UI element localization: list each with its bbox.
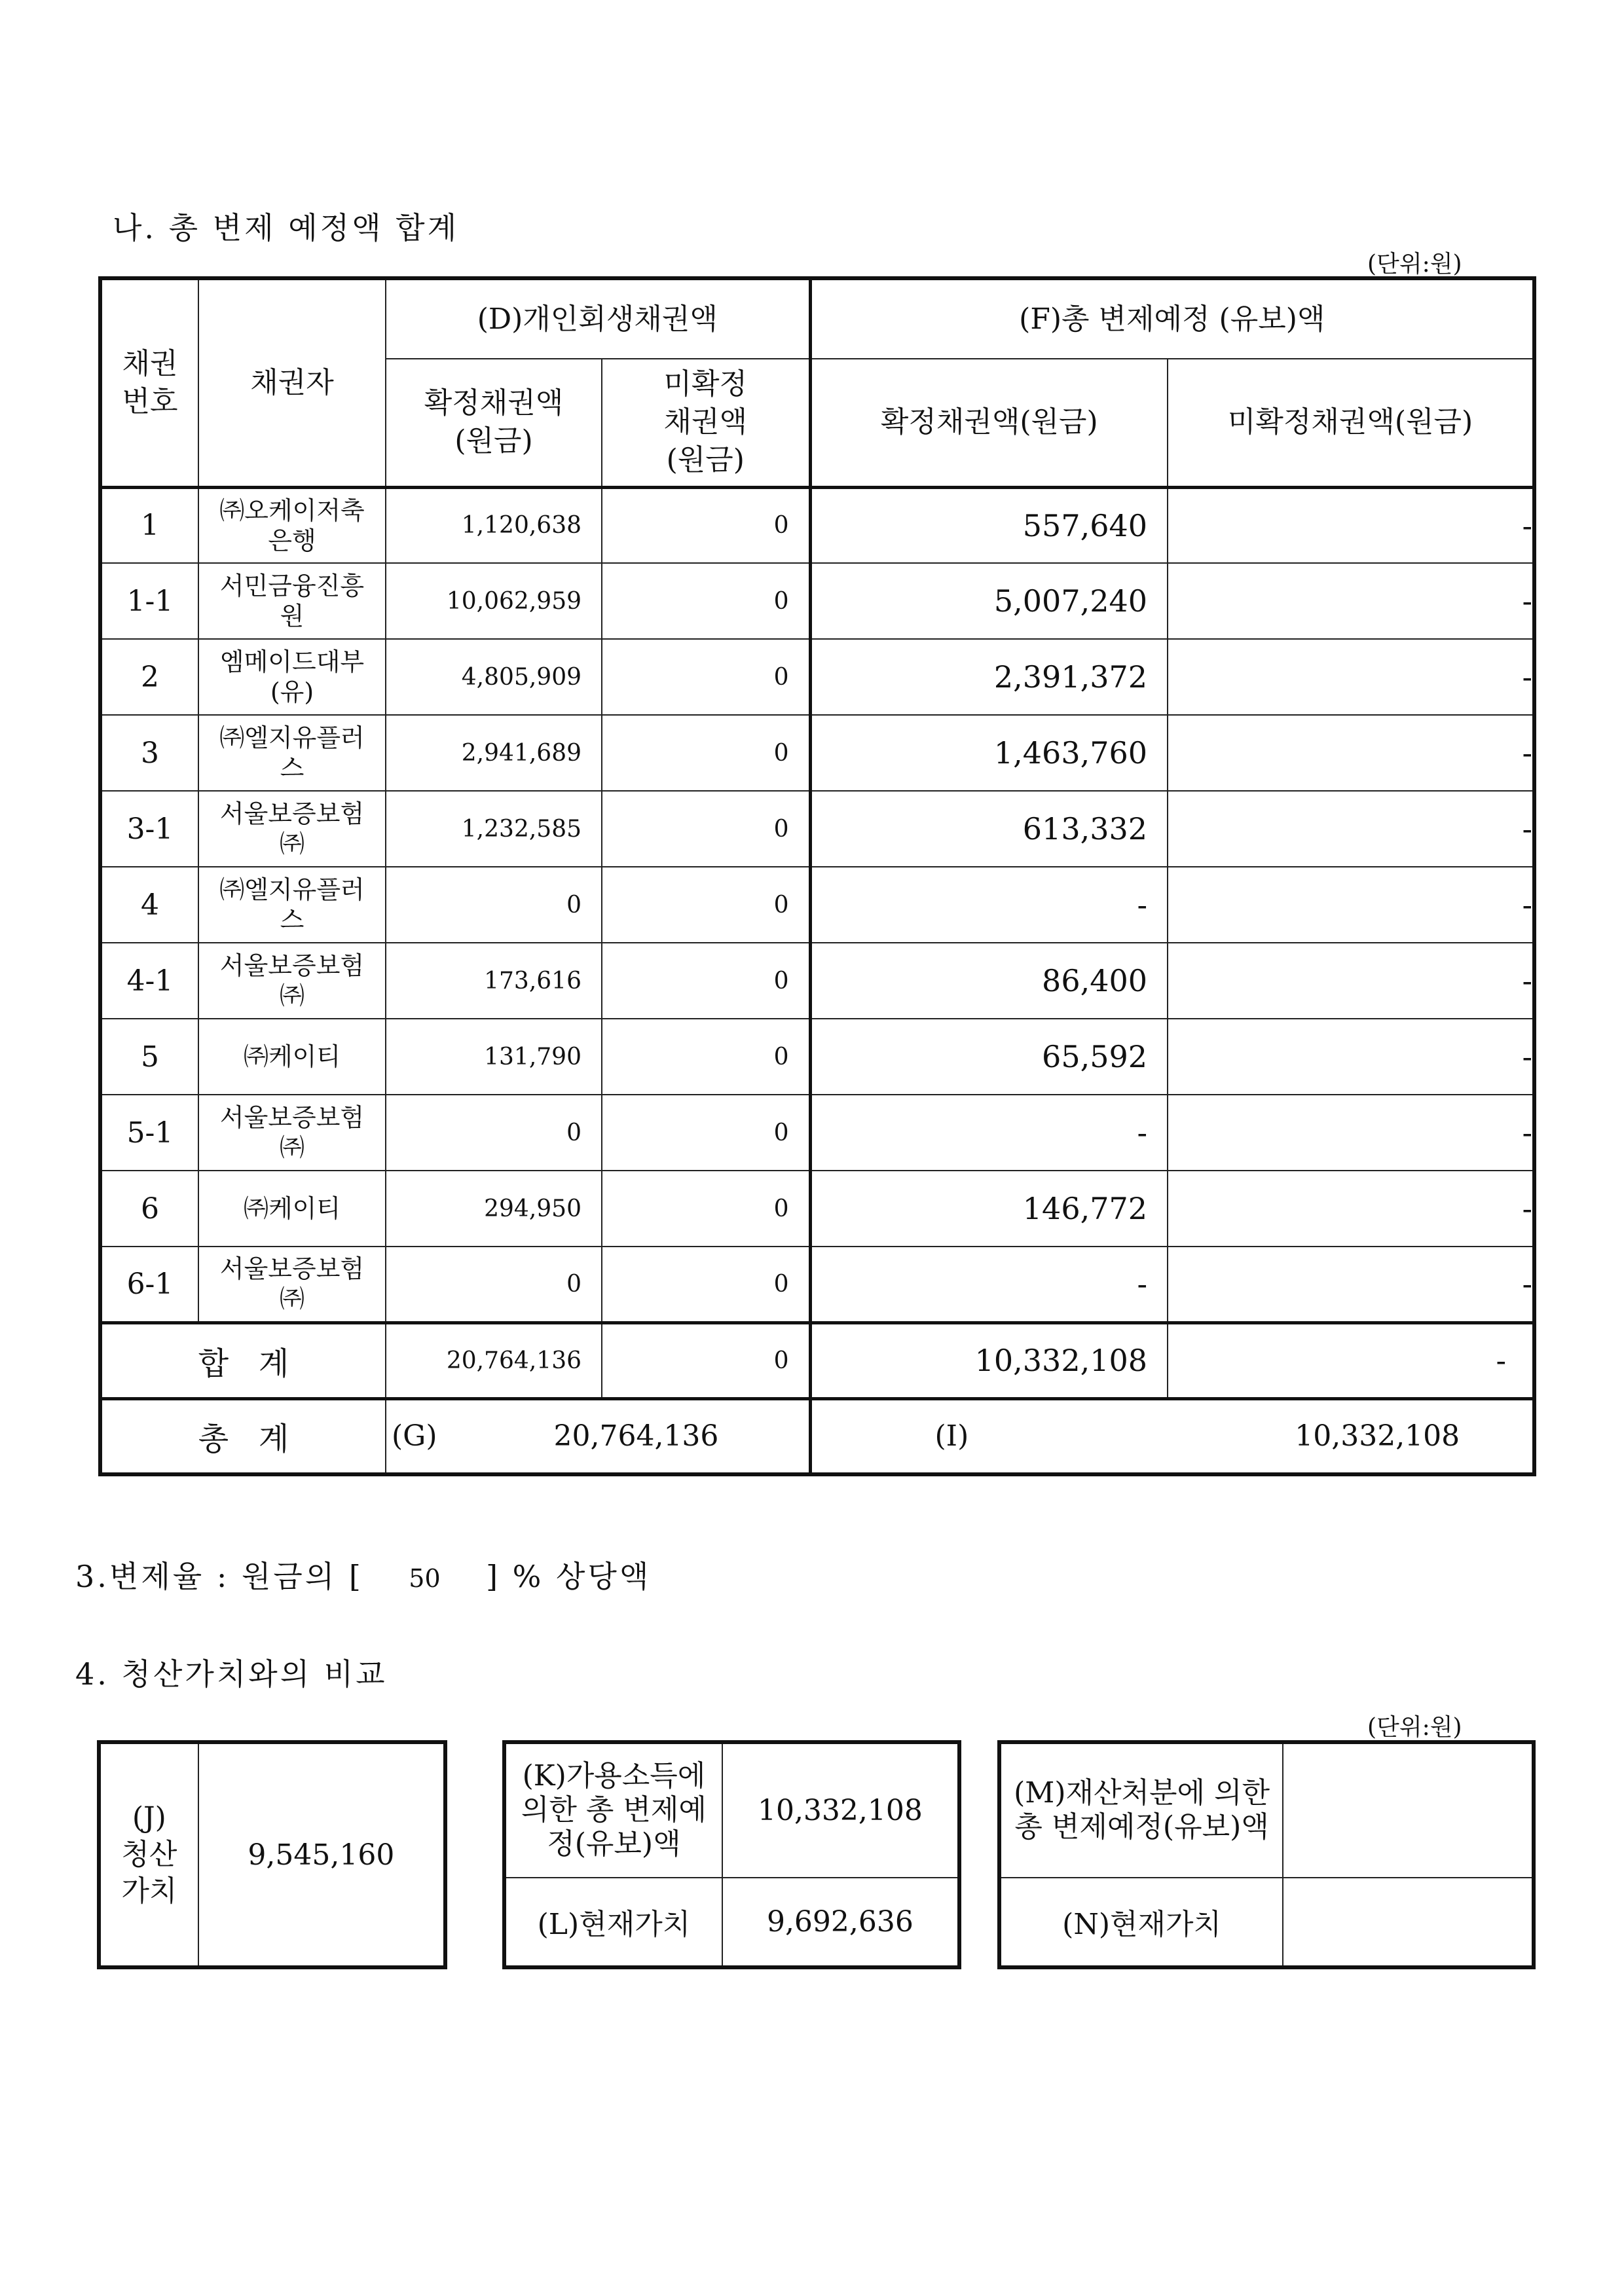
subtotal-row xyxy=(100,1322,1534,1398)
table-row xyxy=(100,639,1534,715)
repayment-table xyxy=(98,276,1536,1476)
row-f-unconfirmed: - xyxy=(1168,487,1534,563)
row-f-confirmed: - xyxy=(810,1095,1168,1171)
row-d-confirmed: 0 xyxy=(386,867,602,943)
row-number: 2 xyxy=(100,639,198,715)
total-g-label: (G) xyxy=(392,1419,437,1453)
asset-disposal-box xyxy=(997,1740,1536,1969)
row-d-unconfirmed: 0 xyxy=(602,1171,810,1247)
row-d-confirmed: 10,062,959 xyxy=(386,563,602,639)
header-f-confirmed: 확정채권액(원금) xyxy=(810,359,1168,487)
table-row xyxy=(100,1095,1534,1171)
row-d-unconfirmed: 0 xyxy=(602,943,810,1019)
table-row xyxy=(100,715,1534,791)
row-number: 3 xyxy=(100,715,198,791)
n-value xyxy=(1283,1878,1534,1967)
repayment-rate-suffix: ] % 상당액 xyxy=(486,1559,652,1594)
row-f-unconfirmed: - xyxy=(1168,715,1534,791)
row-d-unconfirmed: 0 xyxy=(602,563,810,639)
row-d-unconfirmed: 0 xyxy=(602,1247,810,1322)
header-creditor-number: 채권 번호 xyxy=(100,278,198,487)
total-g-value: 20,764,136 xyxy=(553,1419,719,1453)
row-f-confirmed: 5,007,240 xyxy=(810,563,1168,639)
m-label: (M)재산처분에 의한 총 변제예정(유보)액 xyxy=(999,1742,1283,1878)
row-number: 6 xyxy=(100,1171,198,1247)
repayment-rate-value: 50 xyxy=(409,1564,441,1593)
row-f-unconfirmed: - xyxy=(1168,867,1534,943)
row-d-unconfirmed: 0 xyxy=(602,1019,810,1095)
table-row xyxy=(100,1247,1534,1322)
row-d-confirmed: 131,790 xyxy=(386,1019,602,1095)
table-row xyxy=(100,791,1534,867)
row-number: 6-1 xyxy=(100,1247,198,1322)
row-creditor: 엠메이드대부 (유) xyxy=(198,639,386,715)
k-label: (K)가용소득에 의한 총 변제예 정(유보)액 xyxy=(504,1742,722,1878)
row-d-confirmed: 1,232,585 xyxy=(386,791,602,867)
j-value: 9,545,160 xyxy=(198,1742,445,1967)
row-d-confirmed: 0 xyxy=(386,1095,602,1171)
row-f-confirmed: 1,463,760 xyxy=(810,715,1168,791)
row-f-unconfirmed: - xyxy=(1168,1095,1534,1171)
subtotal-label: 합 계 xyxy=(100,1322,386,1398)
row-f-unconfirmed: - xyxy=(1168,1247,1534,1322)
header-creditor: 채권자 xyxy=(198,278,386,487)
row-f-confirmed: - xyxy=(810,1247,1168,1322)
subtotal-d-confirmed: 20,764,136 xyxy=(386,1322,602,1398)
table-row xyxy=(100,1019,1534,1095)
row-d-unconfirmed: 0 xyxy=(602,791,810,867)
n-label: (N)현재가치 xyxy=(999,1878,1283,1967)
row-number: 5 xyxy=(100,1019,198,1095)
header-f-unconfirmed: 미확정채권액(원금) xyxy=(1168,359,1534,487)
row-d-unconfirmed: 0 xyxy=(602,1095,810,1171)
unit-label: (단위:원) xyxy=(1367,251,1462,278)
total-g-cell xyxy=(386,1398,810,1474)
section4-unit: (단위:원) xyxy=(1367,1714,1462,1741)
row-number: 3-1 xyxy=(100,791,198,867)
row-number: 1 xyxy=(100,487,198,563)
row-d-unconfirmed: 0 xyxy=(602,639,810,715)
repayment-rate-prefix: 3.변제율 : 원금의 [ xyxy=(75,1559,363,1594)
row-f-confirmed: 65,592 xyxy=(810,1019,1168,1095)
row-f-unconfirmed: - xyxy=(1168,639,1534,715)
table-row xyxy=(100,563,1534,639)
total-i-value: 10,332,108 xyxy=(1295,1419,1460,1453)
table-row xyxy=(100,487,1534,563)
row-f-confirmed: 613,332 xyxy=(810,791,1168,867)
repayment-rate xyxy=(75,1553,651,1596)
table-row xyxy=(100,943,1534,1019)
available-income-box xyxy=(502,1740,961,1969)
subtotal-d-unconfirmed: 0 xyxy=(602,1322,810,1398)
row-d-confirmed: 173,616 xyxy=(386,943,602,1019)
header-f-group: (F)총 변제예정 (유보)액 xyxy=(810,278,1534,359)
row-d-confirmed: 0 xyxy=(386,1247,602,1322)
row-creditor: 서울보증보험 ㈜ xyxy=(198,791,386,867)
row-f-confirmed: 146,772 xyxy=(810,1171,1168,1247)
row-creditor: 서울보증보험 ㈜ xyxy=(198,1095,386,1171)
section4-title: 4. 청산가치와의 비교 xyxy=(75,1656,388,1692)
header-d-group: (D)개인회생채권액 xyxy=(386,278,810,359)
row-f-unconfirmed: - xyxy=(1168,791,1534,867)
row-creditor: ㈜엘지유플러 스 xyxy=(198,867,386,943)
subtotal-f-confirmed: 10,332,108 xyxy=(810,1322,1168,1398)
row-f-unconfirmed: - xyxy=(1168,1171,1534,1247)
row-f-confirmed: 557,640 xyxy=(810,487,1168,563)
l-value: 9,692,636 xyxy=(722,1878,959,1967)
subtotal-f-unconfirmed: - xyxy=(1168,1322,1534,1398)
row-number: 5-1 xyxy=(100,1095,198,1171)
l-label: (L)현재가치 xyxy=(504,1878,722,1967)
total-i-cell xyxy=(810,1398,1534,1474)
header-d-unconfirmed: 미확정 채권액 (원금) xyxy=(602,359,810,487)
row-f-unconfirmed: - xyxy=(1168,563,1534,639)
row-f-confirmed: 86,400 xyxy=(810,943,1168,1019)
liquidation-value-box xyxy=(97,1740,447,1969)
row-number: 1-1 xyxy=(100,563,198,639)
row-creditor: 서울보증보험 ㈜ xyxy=(198,943,386,1019)
table-row xyxy=(100,1171,1534,1247)
row-creditor: 서민금융진흥 원 xyxy=(198,563,386,639)
row-number: 4-1 xyxy=(100,943,198,1019)
row-d-unconfirmed: 0 xyxy=(602,487,810,563)
total-i-label: (I) xyxy=(934,1419,969,1453)
row-d-unconfirmed: 0 xyxy=(602,867,810,943)
row-d-confirmed: 1,120,638 xyxy=(386,487,602,563)
row-f-unconfirmed: - xyxy=(1168,1019,1534,1095)
row-number: 4 xyxy=(100,867,198,943)
row-creditor: ㈜케이티 xyxy=(198,1019,386,1095)
m-value xyxy=(1283,1742,1534,1878)
row-f-confirmed: 2,391,372 xyxy=(810,639,1168,715)
row-f-unconfirmed: - xyxy=(1168,943,1534,1019)
j-label: (J) 청산 가치 xyxy=(99,1742,198,1967)
row-creditor: 서울보증보험 ㈜ xyxy=(198,1247,386,1322)
row-creditor: ㈜엘지유플러 스 xyxy=(198,715,386,791)
row-creditor: ㈜오케이저축 은행 xyxy=(198,487,386,563)
row-creditor: ㈜케이티 xyxy=(198,1171,386,1247)
k-value: 10,332,108 xyxy=(722,1742,959,1878)
section-title: 나. 총 변제 예정액 합계 xyxy=(113,210,460,246)
row-d-confirmed: 294,950 xyxy=(386,1171,602,1247)
header-d-confirmed: 확정채권액 (원금) xyxy=(386,359,602,487)
row-d-confirmed: 4,805,909 xyxy=(386,639,602,715)
row-d-unconfirmed: 0 xyxy=(602,715,810,791)
row-d-confirmed: 2,941,689 xyxy=(386,715,602,791)
total-row xyxy=(100,1398,1534,1474)
total-label: 총 계 xyxy=(100,1398,386,1474)
row-f-confirmed: - xyxy=(810,867,1168,943)
table-row xyxy=(100,867,1534,943)
